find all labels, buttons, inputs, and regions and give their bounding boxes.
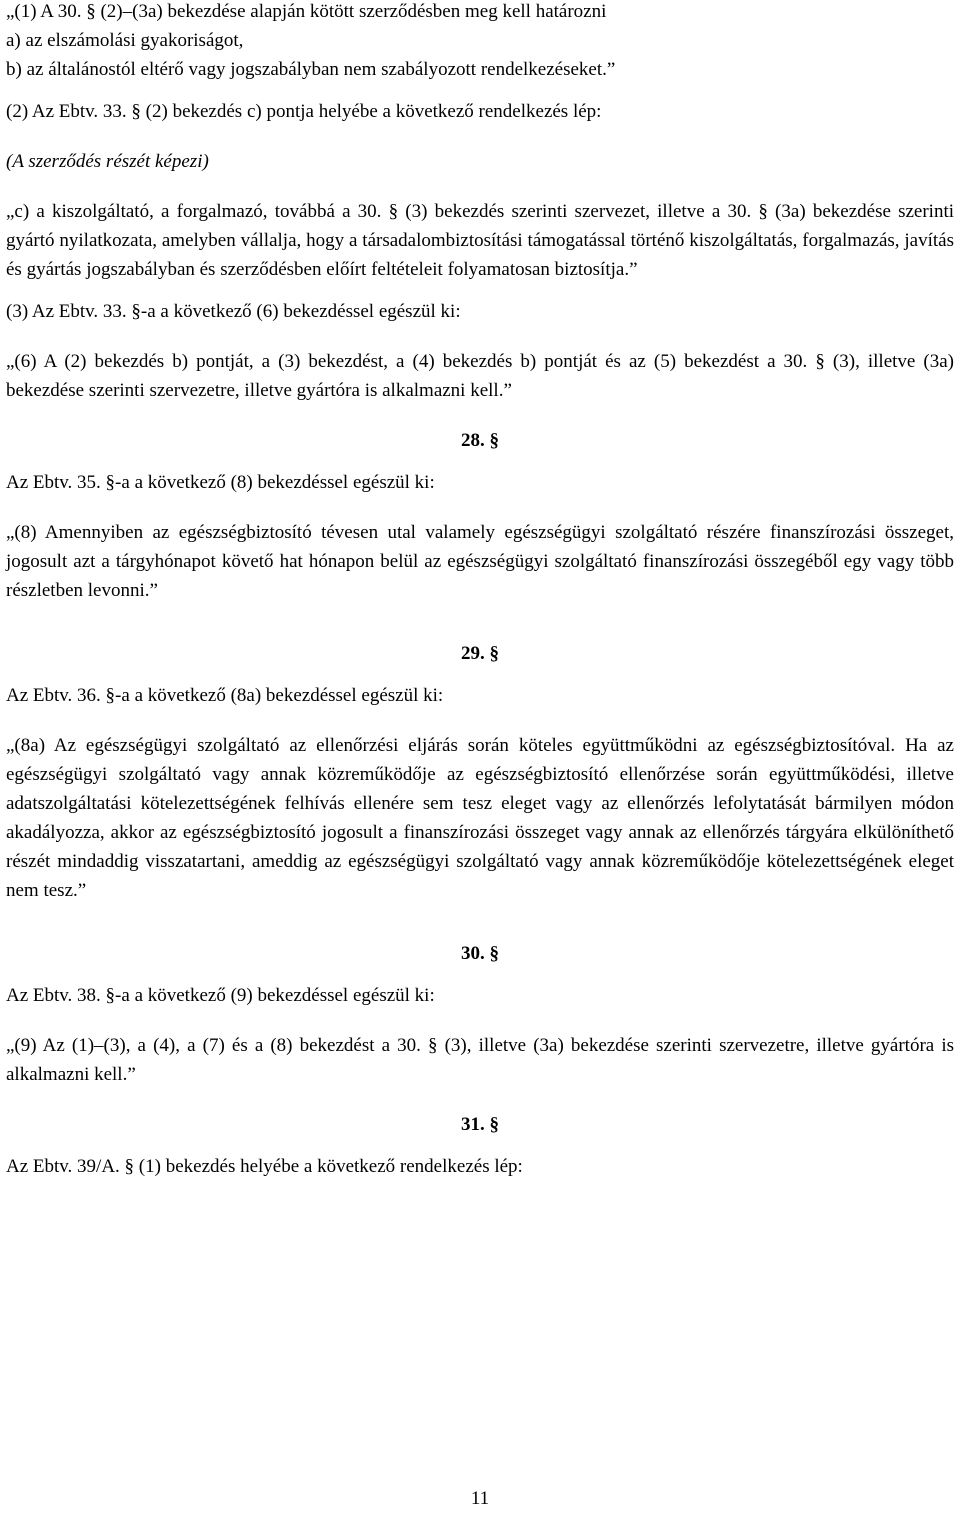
- paragraph-quote: „(9) Az (1)–(3), a (4), a (7) és a (8) bekezdést a 30. § (3), illetve (3a) bekezdése szerinti szervezetre, illetve gyártóra is alkalmazni kell.”: [6, 1035, 954, 1085]
- paragraph-quote: „(8a) Az egészségügyi szolgáltató az ellenőrzési eljárás során köteles együttműködni az egészségbiztosítóval. Ha az egészségügyi szolgáltató vagy annak közreműködője az egészségbiztosító ellenőrzése során együttműködési, illetve adatszolgáltatási kötelezettségének felhívás ellenére sem tesz eleget vagy az ellenőrzés lefolytatását bármilyen módon akadályozza, akkor az egészségbiztosító jogosult a finanszírozási összeget vagy annak az ellenőrzés tárgyára elkülöníthető részét mindaddig visszatartani, ameddig az egészségügyi szolgáltató vagy annak közreműködője kötelezettségének eleget nem tesz.”: [6, 735, 954, 901]
- section-heading: 28. §: [461, 430, 499, 451]
- paragraph-quote: „(6) A (2) bekezdés b) pontját, a (3) bekezdést, a (4) bekezdés b) pontját és az (5) bekezdést a 30. § (3), illetve (3a) bekezdése szerinti szervezetre, illetve gyártóra is alkalmazni kell.”: [6, 351, 954, 401]
- paragraph-italic: (A szerződés részét képezi): [6, 151, 209, 172]
- paragraph-intro: Az Ebtv. 36. §-a a következő (8a) bekezdéssel egészül ki:: [6, 685, 444, 706]
- text-line: a) az elszámolási gyakoriságot,: [6, 30, 244, 51]
- page-number: 11: [470, 1488, 490, 1509]
- paragraph-intro: Az Ebtv. 38. §-a a következő (9) bekezdéssel egészül ki:: [6, 985, 435, 1006]
- section-heading: 29. §: [461, 643, 499, 664]
- paragraph-intro: Az Ebtv. 39/A. § (1) bekezdés helyébe a következő rendelkezés lép:: [6, 1156, 523, 1177]
- text-line: b) az általánostól eltérő vagy jogszabályban nem szabályozott rendelkezéseket.”: [6, 59, 616, 80]
- section-heading: 30. §: [461, 943, 499, 964]
- paragraph-quote: „c) a kiszolgáltató, a forgalmazó, továbbá a 30. § (3) bekezdés szerinti szervezet, illetve a 30. § (3a) bekezdése szerinti gyártó nyilatkozata, amelyben vállalja, hogy a társadalombiztosítási támogatással történő kiszolgáltatás, forgalmazás, javítás és gyártás jogszabályban és szerződésben előírt feltételeit folyamatosan biztosítja.”: [6, 201, 954, 280]
- paragraph-block-1: [6, 0, 954, 84]
- paragraph-intro: Az Ebtv. 35. §-a a következő (8) bekezdéssel egészül ki:: [6, 472, 435, 493]
- text-line: „(1) A 30. § (2)–(3a) bekezdése alapján kötött szerződésben meg kell határozni: [6, 1, 607, 22]
- section-heading: 31. §: [461, 1114, 499, 1135]
- paragraph-intro: (3) Az Ebtv. 33. §-a a következő (6) bekezdéssel egészül ki:: [6, 301, 461, 322]
- document-page: [6, 0, 954, 1181]
- paragraph-quote: „(8) Amennyiben az egészségbiztosító tévesen utal valamely egészségügyi szolgáltató részére finanszírozási összeget, jogosult azt a tárgyhónapot követő hat hónapon belül az egészségügyi szolgáltató finanszírozási összegéből egy vagy több részletben levonni.”: [6, 522, 954, 601]
- paragraph-intro: (2) Az Ebtv. 33. § (2) bekezdés c) pontja helyébe a következő rendelkezés lép:: [6, 101, 602, 122]
